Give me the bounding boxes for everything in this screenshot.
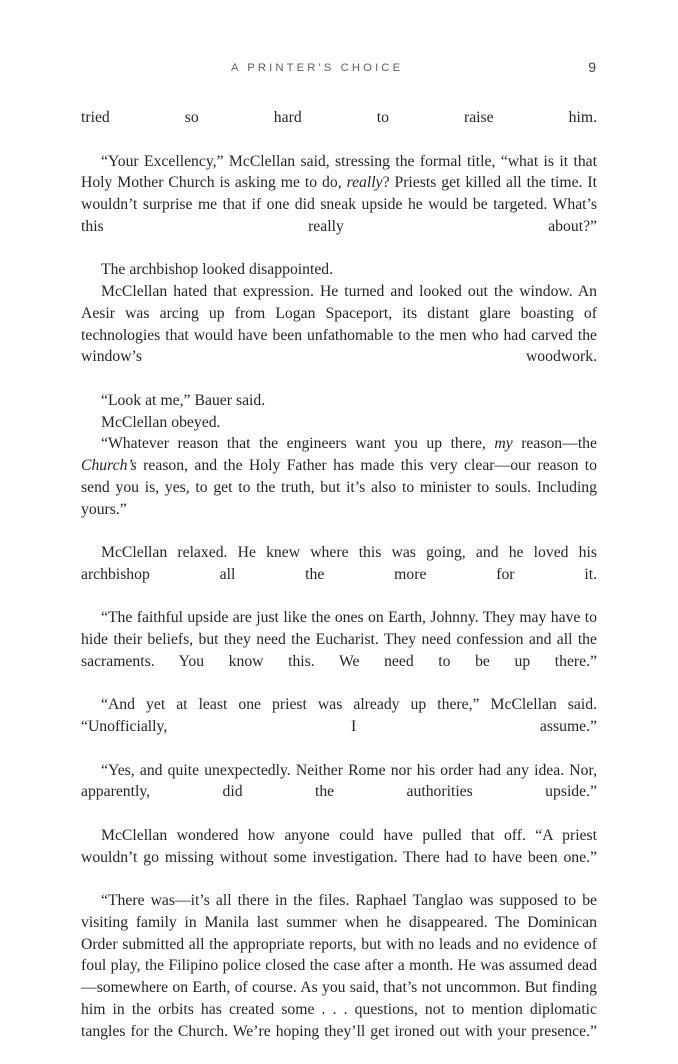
page-number: 9 (588, 59, 596, 75)
paragraph-p3: The archbishop looked disappointed. (101, 261, 334, 279)
paragraph-p9: “The faithful upside are just like the ones on Earth, Johnny. They may have to hide their beliefs, but they need the Eucharist. They need confession and all the sacraments. You know this. We need to be up there.” (81, 609, 597, 670)
paragraph-p12: McClellan wondered how anyone could have pulled that off. “A priest wouldn’t go missing without some investigation. There had to have been one.” (81, 826, 597, 866)
paragraph-p10: “And yet at least one priest was already up there,” McClellan said. “Unofficially, I assume.” (81, 696, 597, 735)
paragraph-p4: McClellan hated that expression. He turned and looked out the window. An Aesir was arcing up from Logan Spaceport, its distant glare boasting of technologies that would have been unfathomable to the men who had carved the window’s woodwork. (81, 283, 597, 366)
paragraph-p2: “Your Excellency,” McClellan said, stressing the formal title, “what is it that Holy Mother Church is asking me to do, really? Priests get killed all the time. It wouldn’t surprise me that if one did sneak upside he would be targeted. What’s this really about?” (81, 152, 597, 235)
paragraph-p11: “Yes, and quite unexpectedly. Neither Rome nor his order had any idea. Nor, apparently, did the authorities upside.” (81, 761, 597, 801)
paragraph-p5: “Look at me,” Bauer said. (101, 391, 266, 409)
running-head (81, 59, 596, 79)
running-title: A PRINTER'S CHOICE (231, 62, 404, 74)
paragraph-p7: “Whatever reason that the engineers want you up there, my reason—the Church’s reason, and the Holy Father has made this very clear—our reason to send you is, yes, to get to the truth, but it’s also to minister to souls. Including yours.” (81, 435, 597, 518)
paragraph-p1: tried so hard to raise him. (81, 109, 597, 126)
paragraph-p6: McClellan obeyed. (101, 413, 221, 431)
paragraph-p13: “There was—it’s all there in the files. Raphael Tanglao was supposed to be visiting family in Manila last summer when he disappeared. The Dominican Order submitted all the appropriate reports, but with no leads and no evidence of foul play, the Filipino police closed the case after a month. He was assumed dead—somewhere on Earth, of course. As you said, that’s not uncommon. But finding him in the orbits has created some . . . questions, not to mention diplomatic tangles for the Church. We’re hoping they’ll get ironed out with your presence.” (81, 892, 597, 1040)
body-text-block (81, 107, 597, 1064)
paragraph-p8: McClellan relaxed. He knew where this was going, and he loved his archbishop all the more for it. (81, 544, 597, 583)
